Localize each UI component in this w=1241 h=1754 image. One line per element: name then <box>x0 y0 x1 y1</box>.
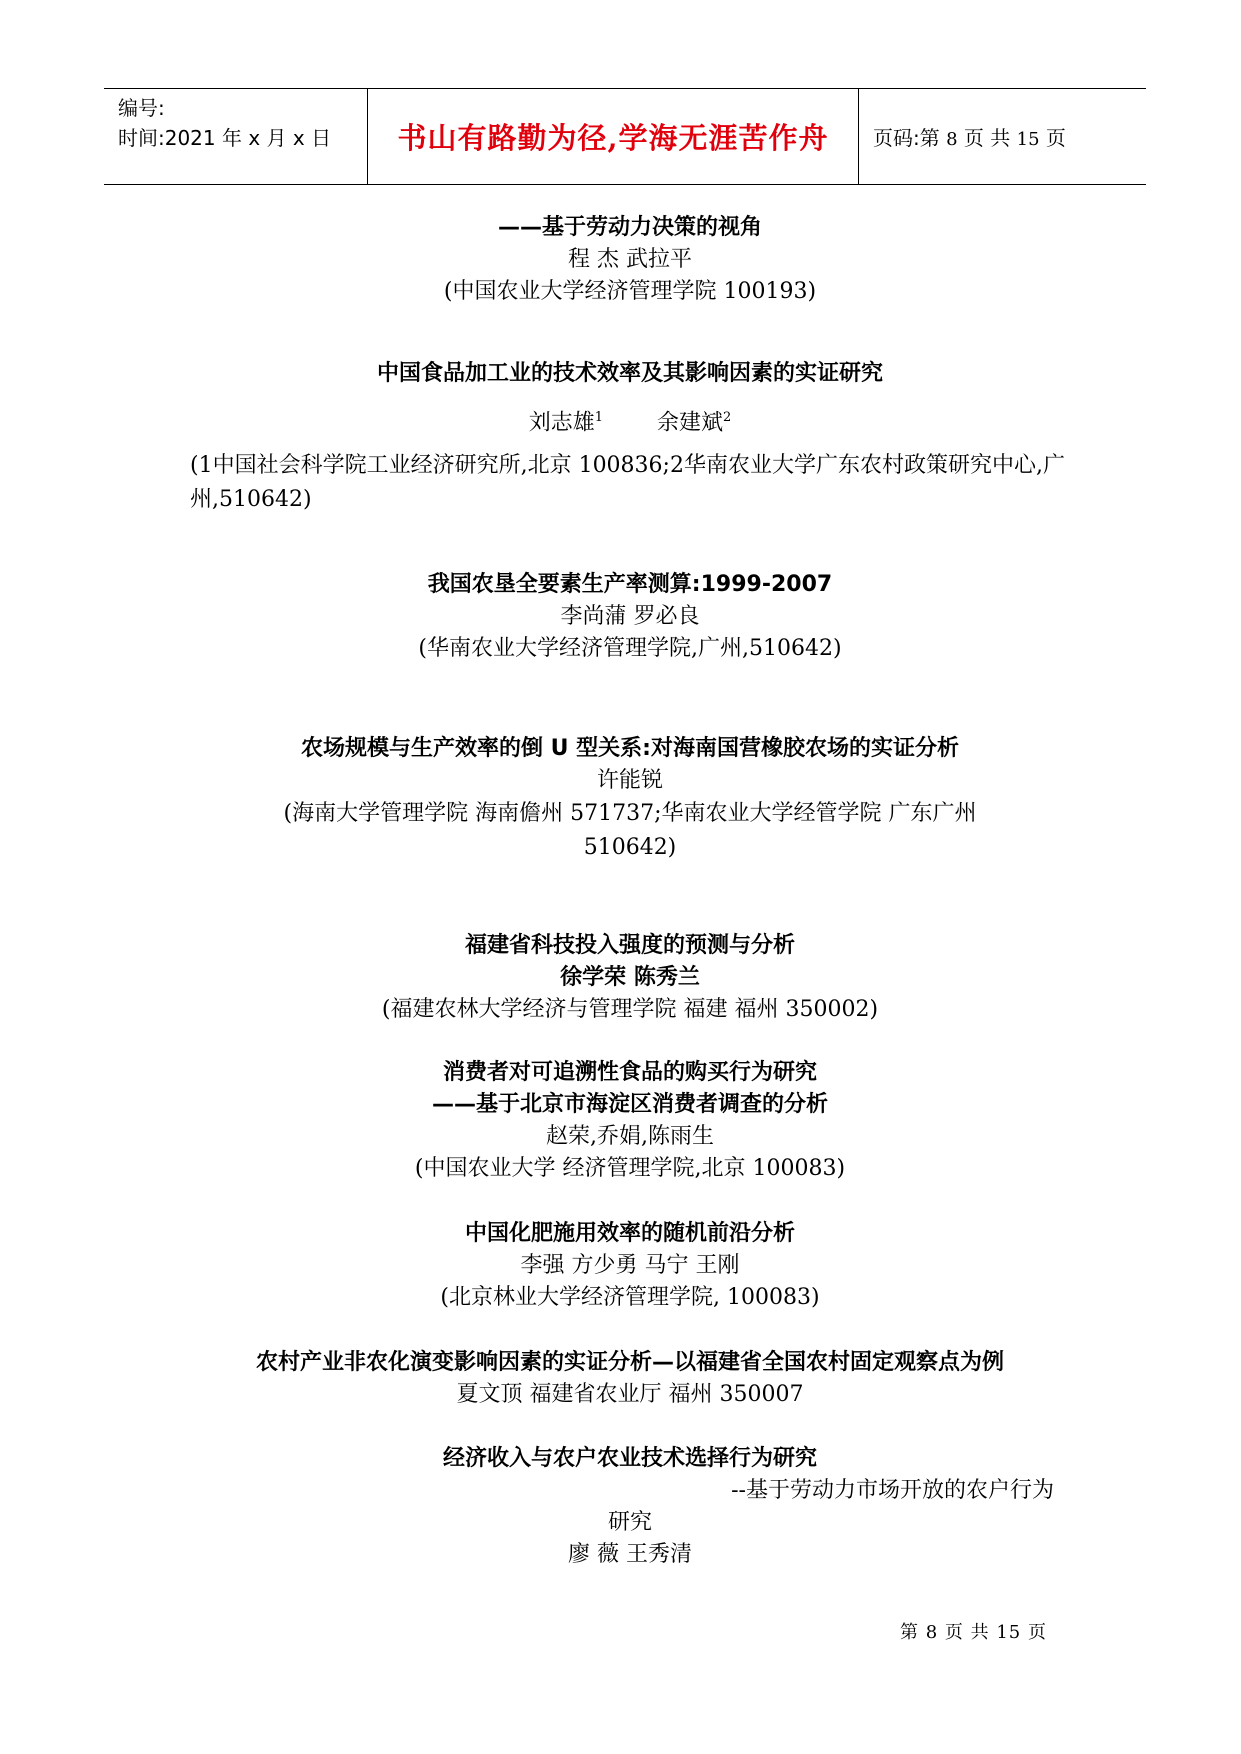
entry-subtitle-line1: --基于劳动力市场开放的农户行为 <box>731 1478 1054 1503</box>
author-name: 余建斌 <box>657 410 724 436</box>
entry-affiliation: (1中国社会科学院工业经济研究所,北京 100836;2华南农业大学广东农村政策研究中心,广州,510642) <box>190 453 1065 513</box>
entry-9 <box>190 1443 1070 1571</box>
entry-affiliation: (福建农林大学经济与管理学院 福建 福州 350002) <box>381 997 879 1022</box>
page-current: 8 <box>946 129 958 150</box>
entry-authors <box>190 402 1070 439</box>
entry-subtitle-line2: 研究 <box>607 1510 652 1535</box>
entry-title: 消费者对可追溯性食品的购买行为研究 <box>442 1060 817 1085</box>
entry-affiliation: (华南农业大学经济管理学院,广州,510642) <box>418 636 842 661</box>
entry-3 <box>190 569 1070 665</box>
author-superscript: 2 <box>723 410 732 425</box>
entry-title: 农村产业非农化演变影响因素的实证分析—以福建省全国农村固定观察点为例 <box>255 1350 1004 1375</box>
entry-7 <box>190 1218 1070 1314</box>
entry-8 <box>190 1347 1070 1411</box>
header-motto-cell <box>368 89 859 184</box>
author-name: 刘志雄 <box>528 410 595 436</box>
document-time-label: 时间:2021 年 x 月 x 日 <box>118 126 332 150</box>
entry-authors: 赵荣,乔娟,陈雨生 <box>546 1124 714 1149</box>
entry-authors: 程 杰 武拉平 <box>568 247 692 272</box>
entry-title: 中国化肥施用效率的随机前沿分析 <box>464 1221 795 1246</box>
entry-title: 中国食品加工业的技术效率及其影响因素的实证研究 <box>376 361 883 386</box>
entry-title: 经济收入与农户农业技术选择行为研究 <box>442 1446 817 1471</box>
page-mid: 页 共 <box>957 126 1017 150</box>
entry-title: 我国农垦全要素生产率测算:1999-2007 <box>427 572 833 597</box>
entry-title: 福建省科技投入强度的预测与分析 <box>464 933 795 958</box>
page-footer: 第 8 页 共 15 页 <box>900 1622 1047 1643</box>
entry-title: 农场规模与生产效率的倒 U 型关系:对海南国营橡胶农场的实证分析 <box>301 736 959 761</box>
entry-5 <box>190 930 1070 1026</box>
entry-authors: 夏文顶 福建省农业厅 福州 350007 <box>456 1382 804 1407</box>
entry-2 <box>190 358 1070 517</box>
entry-subtitle: ——基于北京市海淀区消费者调查的分析 <box>431 1092 828 1117</box>
header-motto: 书山有路勤为径,学海无涯苦作舟 <box>397 121 829 155</box>
entry-authors: 廖 薇 王秀清 <box>568 1542 692 1567</box>
page-prefix: 页码:第 <box>873 126 947 150</box>
entry-title: ——基于劳动力决策的视角 <box>497 215 762 240</box>
entry-authors: 徐学荣 陈秀兰 <box>560 965 700 990</box>
page-header <box>104 88 1146 185</box>
page-suffix: 页 <box>1039 126 1066 150</box>
entry-4 <box>190 733 1070 865</box>
entry-authors: 许能锐 <box>596 768 663 793</box>
entry-affiliation: (中国农业大学经济管理学院 100193) <box>443 279 817 304</box>
entry-affiliation: (中国农业大学 经济管理学院,北京 100083) <box>414 1156 846 1181</box>
entry-affiliation: (北京林业大学经济管理学院, 100083) <box>440 1285 820 1310</box>
entry-authors: 李强 方少勇 马宁 王刚 <box>520 1253 740 1278</box>
entry-affiliation: (海南大学管理学院 海南儋州 571737;华南农业大学经管学院 广东广州 510642) <box>283 801 977 860</box>
header-meta <box>104 89 368 184</box>
entry-authors: 李尚蒲 罗必良 <box>560 604 700 629</box>
entry-1 <box>190 212 1070 308</box>
document-number-label: 编号: <box>118 96 165 120</box>
page-total: 15 <box>1016 129 1040 150</box>
author-superscript: 1 <box>594 410 603 425</box>
header-page-info <box>859 89 1146 184</box>
entry-6 <box>190 1057 1070 1185</box>
